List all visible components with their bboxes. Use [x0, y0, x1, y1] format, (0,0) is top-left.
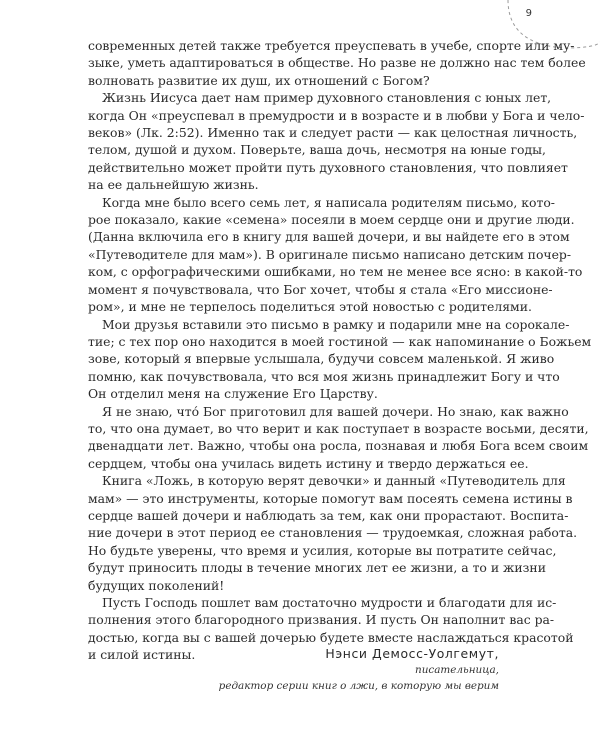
- paragraph-6: [88, 472, 578, 594]
- text-line: на ее дальнейшую жизнь.: [88, 177, 259, 193]
- text-line: когда Он «преуспевал в премудрости и в возрасте и в любви у Бога и чело-: [88, 107, 585, 123]
- text-line: мам» — это инструменты, которые помогут вам посеять семена истины в: [88, 490, 573, 506]
- text-line: Он отделил меня на служение Его Царству.: [88, 386, 378, 402]
- text-line: полнения этого благородного призвания. И пусть Он наполнит вас ра-: [88, 612, 555, 628]
- text-line: сердце вашей дочери и наблюдать за тем, как они прорастают. Воспита-: [88, 507, 569, 523]
- text-line: Когда мне было всего семь лет, я написала родителям письмо, кото-: [102, 194, 555, 210]
- text-line: Жизнь Иисуса дает нам пример духовного становления с юных лет,: [102, 90, 552, 106]
- text-line: (Данна включила его в книгу для вашей дочери, и вы найдете его в этом: [88, 229, 570, 245]
- text-line: то, что она думает, во что верит и как поступает в возрасте восьми, десяти,: [88, 420, 589, 436]
- text-line: действительно может пройти путь духовного становления, что повлияет: [88, 159, 568, 175]
- text-line: рое показало, какие «семена» посеяли в моем сердце они и другие люди.: [88, 212, 575, 228]
- text-line: будущих поколений!: [88, 577, 225, 593]
- text-line: достью, когда вы с вашей дочерью будете вместе наслаждаться красотой: [88, 629, 574, 645]
- author-role: писательница,: [415, 664, 499, 676]
- text-line: Я не знаю, что́ Бог приготовил для вашей дочери. Но знаю, как важно: [102, 403, 569, 419]
- text-line: Мои друзья вставили это письмо в рамку и подарили мне на сорокале-: [102, 316, 570, 332]
- author-editor-note: редактор серии книг о лжи, в которую мы верим: [218, 680, 499, 692]
- text-line: Но будьте уверены, что время и усилия, которые вы потратите сейчас,: [88, 542, 557, 558]
- text-line: Пусть Господь пошлет вам достаточно мудрости и благодати для ис-: [102, 595, 557, 610]
- text-line: волновать развитие их душ, их отношений с Богом?: [88, 72, 430, 88]
- paragraph-4: [88, 316, 592, 403]
- text-line: ком, с орфографическими ошибками, но тем не менее все ясно: в какой-то: [88, 264, 583, 280]
- signature-block: [219, 645, 499, 694]
- text-line: ние дочери в этот период ее становления — трудоемкая, сложная работа.: [88, 525, 578, 541]
- text-line: и силой истины.: [88, 647, 196, 663]
- text-line: помню, как почувствовала, что вся моя жизнь принадлежит Богу и что: [88, 368, 560, 384]
- text-line: современных детей также требуется преуспевать в учебе, спорте или му-: [88, 38, 575, 53]
- text-line: двенадцати лет. Важно, чтобы она росла, познавая и любя Бога всем своим: [88, 438, 589, 454]
- text-line: момент я почувствовала, что Бог хочет, чтобы я стала «Его миссионе-: [88, 281, 553, 297]
- text-line: тие; с тех пор оно находится в моей гостиной — как напоминание о Божьем: [88, 333, 592, 349]
- text-line: телом, душой и духом. Поверьте, ваша дочь, несмотря на юные годы,: [88, 142, 546, 158]
- text-line: сердцем, чтобы она училась видеть истину и твердо держаться ее.: [88, 455, 529, 471]
- text-line: «Путеводителе для мам»). В оригинале письмо написано детским почер-: [88, 246, 572, 262]
- text-line: зове, который я впервые услышала, будучи совсем маленькой. Я живо: [88, 351, 555, 367]
- body-text: [88, 37, 592, 664]
- author-name: Нэнси Демосс-Уолгемут,: [325, 646, 499, 661]
- paragraph-5: [88, 403, 589, 473]
- text-line: зыке, уметь адаптироваться в обществе. Но разве не должно нас тем более: [88, 55, 586, 71]
- text-line: веков» (Лк. 2:52). Именно так и следует расти — как целостная личность,: [88, 125, 578, 141]
- paragraph-2: [88, 89, 585, 193]
- text-line: будут приносить плоды в течение многих лет ее жизни, а то и жизни: [88, 560, 546, 576]
- paragraph-3: [88, 194, 583, 316]
- paragraph-1: [88, 37, 586, 89]
- text-line: Книга «Ложь, в которую верят девочки» и данный «Путеводитель для: [102, 473, 566, 489]
- text-line: ром», и мне не терпелось поделиться этой новостью с родителями.: [88, 299, 532, 315]
- page-number: 9: [525, 8, 532, 19]
